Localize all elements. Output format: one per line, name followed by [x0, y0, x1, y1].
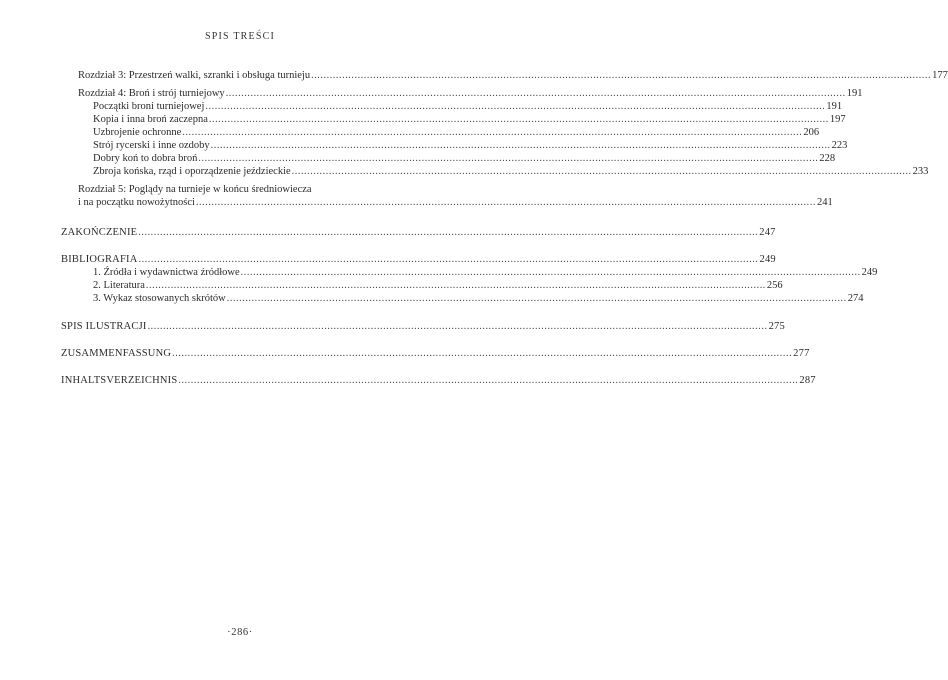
toc-entry-section	[93, 100, 843, 113]
dot-leader: ........................................................................................................................................................................................................	[291, 166, 912, 177]
toc-entry-chapter-3	[78, 69, 948, 82]
toc-entry-title: Strój rycerski i inne ozdoby	[93, 140, 210, 151]
toc-entry-title: 3. Wykaz stosowanych skrótów	[93, 293, 226, 304]
toc-entry-title: SPIS ILUSTRACJI	[61, 321, 147, 332]
toc-entry-page: 274	[847, 293, 864, 304]
toc-entry-title: Dobry koń to dobra broń	[93, 153, 198, 164]
toc-entry-chapter-4	[78, 87, 863, 100]
toc-entry-section	[93, 139, 848, 152]
toc-entry-section	[93, 126, 820, 139]
dot-leader: ........................................................................................................................................................................................................	[182, 127, 803, 138]
toc-entry-title: Uzbrojenie ochronne	[93, 127, 182, 138]
toc-entry-page: 197	[829, 114, 846, 125]
toc-entry-title: BIBLIOGRAFIA	[61, 254, 138, 265]
toc-entry-page: 256	[766, 280, 783, 291]
toc-entry-bibliography	[61, 253, 776, 266]
toc-entry-page: 206	[803, 127, 820, 138]
toc-entry-page: 228	[819, 153, 836, 164]
dot-leader: ........................................................................................................................................................................................................	[210, 140, 831, 151]
toc-entry-section	[93, 266, 878, 279]
toc-entry-section	[93, 165, 929, 178]
toc-entry-page: 275	[768, 321, 785, 332]
toc-entry-title: Rozdział 4: Broń i strój turniejowy	[78, 88, 225, 99]
toc-entry-conclusion	[61, 226, 776, 239]
toc-entry-page: 249	[861, 267, 878, 278]
toc-entry-title: i na początku nowożytności	[78, 197, 195, 208]
toc-entry-page: 287	[799, 375, 816, 386]
toc-entry-title: Rozdział 3: Przestrzeń walki, szranki i obsługa turnieju	[78, 70, 311, 81]
toc-entry-page: 233	[912, 166, 929, 177]
toc-entry-page: 277	[793, 348, 810, 359]
dot-leader: ........................................................................................................................................................................................................	[138, 227, 759, 238]
toc-entry-page: 249	[759, 254, 776, 265]
toc-entry-title: Zbroja końska, rząd i oporządzenie jeździeckie	[93, 166, 291, 177]
toc-entry-contents	[61, 374, 816, 387]
dot-leader: ........................................................................................................................................................................................................	[240, 267, 861, 278]
dot-leader: ........................................................................................................................................................................................................	[172, 348, 793, 359]
toc-entry-page: 191	[846, 88, 863, 99]
dot-leader: ........................................................................................................................................................................................................	[226, 293, 847, 304]
toc-entry-section	[93, 152, 836, 165]
toc-entry-title: ZUSAMMENFASSUNG	[61, 348, 172, 359]
toc-entry-section	[93, 292, 864, 305]
running-header: SPIS TREŚCI	[205, 31, 275, 42]
toc-entry-chapter-5-title: Rozdział 5: Poglądy na turnieje w końcu średniowiecza	[78, 184, 312, 195]
toc-entry-title: Kopia i inna broń zaczepna	[93, 114, 208, 125]
dot-leader: ........................................................................................................................................................................................................	[178, 375, 799, 386]
toc-entry-page: 191	[826, 101, 843, 112]
toc-entry-title: ZAKOŃCZENIE	[61, 227, 138, 238]
page-number: ·286·	[227, 627, 253, 638]
toc-entry-title: 1. Źródła i wydawnictwa źródłowe	[93, 267, 240, 278]
dot-leader: ........................................................................................................................................................................................................	[138, 254, 759, 265]
toc-entry-title: Początki broni turniejowej	[93, 101, 205, 112]
dot-leader: ........................................................................................................................................................................................................	[225, 88, 846, 99]
toc-entry-page: 241	[816, 197, 833, 208]
toc-entry-page: 223	[831, 140, 848, 151]
toc-entry-section	[93, 113, 846, 126]
toc-entry-title: 2. Literatura	[93, 280, 145, 291]
toc-entry-section	[93, 279, 783, 292]
toc-entry-page: 247	[759, 227, 776, 238]
toc-entry-summary	[61, 347, 810, 360]
dot-leader: ........................................................................................................................................................................................................	[195, 197, 816, 208]
toc-entry-illustrations	[61, 320, 785, 333]
dot-leader: ........................................................................................................................................................................................................	[205, 101, 826, 112]
toc-entry-chapter-5	[78, 196, 833, 209]
dot-leader: ........................................................................................................................................................................................................	[145, 280, 766, 291]
dot-leader: ........................................................................................................................................................................................................	[147, 321, 768, 332]
toc-entry-page: 177	[932, 70, 948, 81]
dot-leader: ........................................................................................................................................................................................................	[311, 70, 932, 81]
dot-leader: ........................................................................................................................................................................................................	[208, 114, 829, 125]
dot-leader: ........................................................................................................................................................................................................	[198, 153, 819, 164]
toc-entry-title: INHALTSVERZEICHNIS	[61, 375, 178, 386]
